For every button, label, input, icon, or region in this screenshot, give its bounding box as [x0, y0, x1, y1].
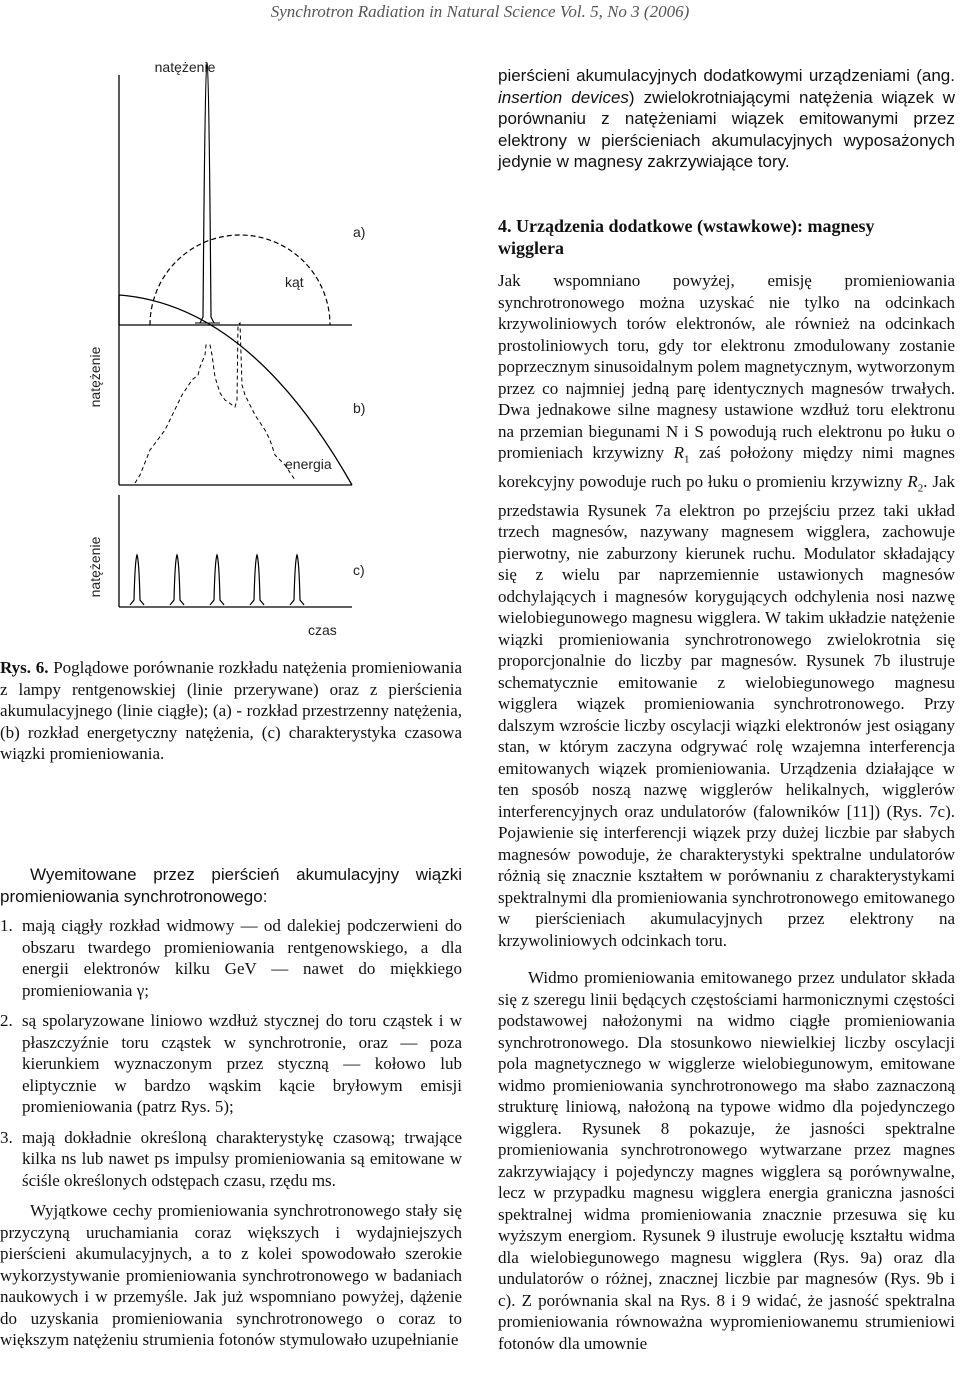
list-item-text: mają ciągły rozkład widmowy — od dalekiej podczerwieni do obszaru twardego promieniowania rentgenowskiego, a dla energii elektronów kilku GeV — nawet do miękkiego promieniowania γ; — [22, 916, 462, 1000]
right-top-paragraph — [498, 65, 955, 173]
y-label-a: natężenie — [154, 59, 216, 75]
left-closing-paragraph: Wyjątkowe cechy promieniowania synchrotronowego stały się przyczyną uruchamiania coraz większych i wydajniejszych pierścieni akumulacyjnych, a to z kolei spowodowało szerokie wykorzystywanie promieniowania synchrotronowego w badaniach naukowych i w przemyśle. Jak już wspomniano powyżej, dążenie do uzyskania promieniowania synchrotronowego o coraz to większym natężeniu strumienia fotonów stymulowało uzupełnianie — [0, 1201, 462, 1349]
figure-6 — [60, 55, 390, 645]
figure-caption — [0, 657, 462, 765]
x-label-c: czas — [308, 622, 337, 638]
right-body — [498, 270, 955, 1354]
list-item-text: mają dokładnie określoną charakterystykę czasową; trwające kilka ns lub nawet ps impulsy promieniowania są emitowane w ściśle określonych odstępach czasu, rzędu ms. — [22, 1127, 462, 1190]
right-top-text-2: ) zwielokrotniającymi natężenia wiązek w porównaniu z natężeniami wiązek emitowanymi przez elektrony w pierścieniach akumulacyjnych wyposażonych jedynie w magnesy zakrzywiające tory. — [498, 87, 955, 171]
p1-r1-sub: 1 — [684, 453, 690, 466]
p1-text-a: Jak wspomniano powyżej, emisję promieniowania synchrotronowego można uzyskać nie tylko na odcinkach krzywoliniowych torów elektronów, ale również na odcinkach prostoliniowych toru, gdy tor elektronu zmodulowany zostanie poprzecznym sinusoidalnym polem magnetycznym, wytworzonym przez co najmniej jedną parę identycznych magnesów trwałych. Dwa jednakowe silne magnesy ustawione wzdłuż toru elektronu na przemian biegunami N i S powodują ruch elektronu po łuku o promieniach krzywizny — [498, 271, 955, 462]
p1-r1: R — [673, 443, 685, 462]
x-label-a: kąt — [285, 274, 304, 290]
left-intro: Wyemitowane przez pierścień akumulacyjny wiązki promieniowania synchrotronowego: — [0, 865, 462, 906]
list-item-number: 2. — [0, 1011, 13, 1030]
left-column — [0, 864, 462, 921]
dashed-peaks-b — [135, 323, 295, 483]
list-item-number: 3. — [0, 1127, 13, 1147]
caption-label: Rys. 6. — [0, 658, 49, 677]
right-paragraph-1 — [498, 270, 955, 951]
p1-r2: R — [907, 471, 918, 491]
y-label-c: natężenie — [87, 536, 103, 598]
right-top-text-em: insertion devices — [498, 87, 629, 107]
list-item-number: 1. — [0, 916, 13, 935]
section-heading: 4. Urządzenia dodatkowe (wstawkowe): magnesy wigglera — [498, 216, 875, 258]
pulses-c — [130, 555, 304, 605]
p1-r2-sub: 2 — [917, 482, 924, 495]
caption-text: Poglądowe porównanie rozkładu natężenia promieniowania z lampy rentgenowskiej (linie przerywane) oraz z pierścienia akumulacyjnego (linie ciągłe); (a) - rozkład przestrzenny natężenia, (b) rozkład energetyczny natężenia, (c) charakterystyka czasowa wiązki promieniowania. — [0, 658, 462, 763]
p1-text-c: . Jak przedstawia Rysunek 7a elektron po przejściu przez taki układ trzech magnesów, nazywany magnesem wigglera, zachowuje pierwotny, nie zaburzony kierunek ruchu. Modulator składający się z wielu par naprzemiennie ustawionych magnesów odchylających i magnesów korygujących odchylenia nosi nazwę wielobiegunowego magnesu wigglera. W takim układzie natężenie wiązki promieniowania synchrotronowego zwielokrotnia się proporcjonalnie do liczby par magnesów. Rysunek 7b ilustruje schematycznie emitowanie z wielobiegunowego magnesu wigglera wiązek promieniowania synchrotronowego. Przy dalszym wzroście liczby oscylacji wiązki elektronów jest osiągany stan, w którym zaczyna odgrywać rolę wzajemna interferencja emitowanych wiązek promieniowania. Urządzenia działające w ten sposób noszą nazwę wigglerów helikalnych, wigglerów interferencyjnych oraz undulatorów (falowników [11]) (Rys. 7c). Pojawienie się interferencji wiązek przy dużej liczbie par słabych magnesów powoduje, że charakterystyki spektralne undulatorów różnią się znacznie kształtem w porównaniu z charakterystykami spektralnymi dla promieniowania synchrotronowego emitowanego w pierścieniach akumulacyjnych przez elektrony na krzywoliniowych odcinkach toru. — [498, 471, 955, 950]
panel-label-b: b) — [353, 400, 366, 416]
list-item — [0, 1010, 462, 1118]
panel-label-a: a) — [353, 224, 366, 240]
left-list — [0, 915, 462, 1351]
panel-label-c: c) — [353, 562, 365, 578]
list-item — [0, 1127, 462, 1192]
right-top-text-1: pierścieni akumulacyjnych dodatkowymi urządzeniami (ang. — [498, 66, 955, 85]
list-item-text: są spolaryzowane liniowo wzdłuż stycznej do toru cząstek i w płaszczyźnie toru cząstek w synchrotronie, oraz — poza kierunkiem wyznaczonym przez styczną — kołowo lub eliptycznie w bardzo wąskim kącie bryłowym emisji promieniowania (patrz Rys. 5); — [22, 1011, 462, 1116]
x-label-b: energia — [285, 456, 332, 472]
peak-a — [200, 63, 214, 323]
list-item — [0, 915, 462, 1001]
p1-text-b: zaś położony między nimi magnes korekcyjny powoduje ruch po łuku o promieniu krzywizny — [498, 443, 955, 491]
right-paragraph-2: Widmo promieniowania emitowanego przez undulator składa się z szeregu linii będących częstościami harmonicznymi częstości podstawowej nałożonymi na widmo ciągłe promieniowania synchrotronowego. Dla stosunkowo niewielkiej liczby oscylacji pola magnetycznego w wigglerze wielobiegunowym, emitowane widmo promieniowania synchrotronowego ma słabo zaznaczoną strukturę liniową, nałożoną na typowe widmo dla pojedynczego wigglera. Rysunek 8 pokazuje, że jasności spektralne promieniowania synchrotronowego wytwarzane przez magnes zakrzywiający i pojedynczy magnes wigglera są porównywalne, lecz w przypadku magnesu wigglera energia graniczna jasności spektralnej widma promieniowania znacznie przesuwa się ku wyższym energiom. Rysunek 9 ilustruje ewolucję kształtu widma dla wielobiegunowego magnesu wigglera (Rys. 9a) oraz dla undulatorów o różnej, znacznej liczbie par magnesów (Rys. 9b i c). Z porównania skal na Rys. 8 i 9 widać, że jasność spektralna promieniowania równoważna wypromieniowanemu strumieniowi fotonów dla umownie — [498, 968, 955, 1353]
y-label-b: natężenie — [87, 346, 103, 408]
journal-header: Synchrotron Radiation in Natural Science Vol. 5, No 3 (2006) — [270, 2, 690, 21]
